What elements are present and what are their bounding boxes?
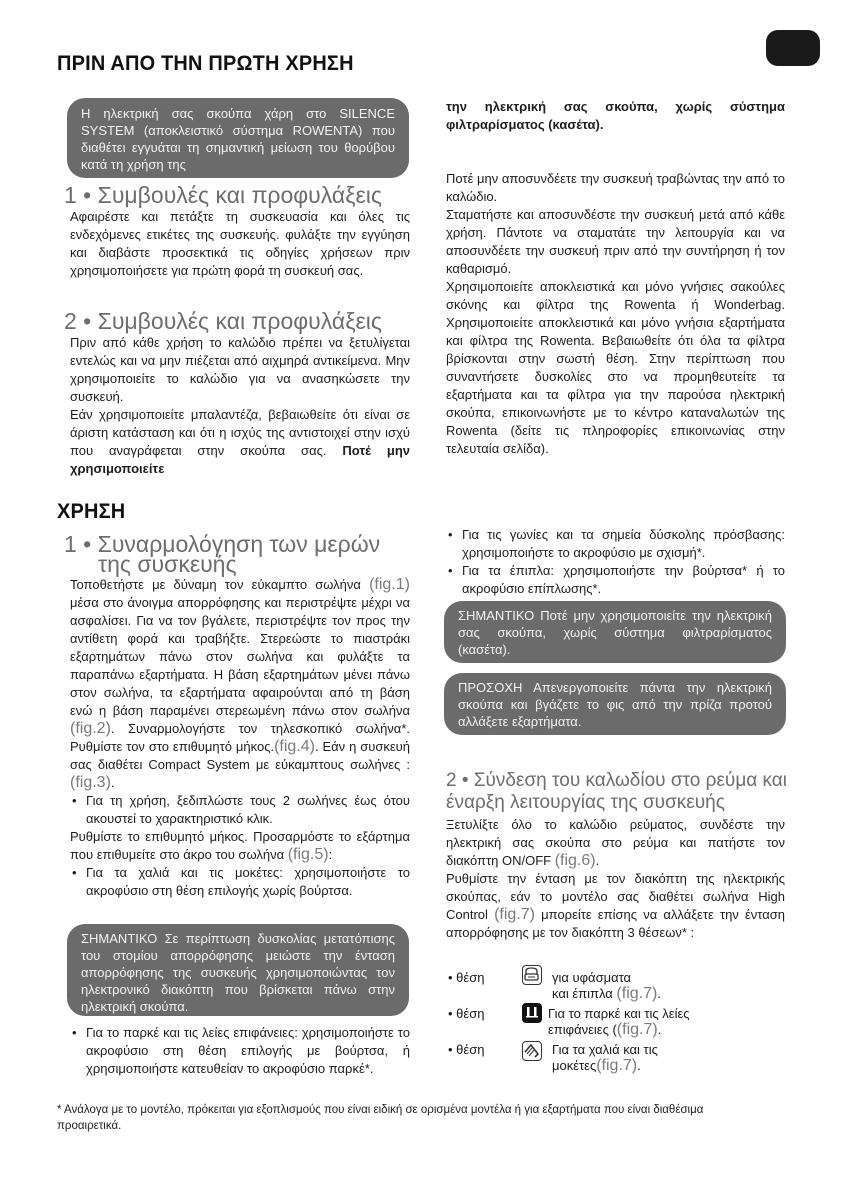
- use-bullets-right: [446, 526, 785, 598]
- fig-4-ref: (fig.4): [274, 738, 315, 755]
- important-suction-callout: ΣΗΜΑΝΤΙΚΟ Σε περίπτωση δυσκολίας μετατόπισης του στομίου απορρόφησης μειώστε την ένταση απορρόφησης της συσκευής χρησιμοποιώντας τον ηλεκτρονικό διακόπτη που βρίσκεται πάνω στην ηλεκτρική σκούπα.: [67, 924, 409, 1016]
- mode-2-line2: [548, 1021, 661, 1038]
- bullet-dot: •: [448, 563, 453, 578]
- assembly-text-2: μέσα στο άνοιγμα απορρόφησης και περιστρέψτε μέχρι να ασφαλίσει. Για να τον βγάλετε, περιστρέψτε τον προς την αντίθετη φορά και τραβήξτε. Στερεώστε το πιαστράκι εξαρτημάτων πάνω στον σωλήνα και φυλάξτε τα παραπάνω εξαρτήματα. Η βάση εξαρτημάτων μένει πάνω στον σωλήνα, τα εξαρτήματα αφαιρούνται από τη βάση ενώ η βάση παραμένει στερεωμένη πάνω στον σωλήνα: [70, 595, 410, 718]
- unfold-tubes-bullet: [70, 792, 410, 828]
- warning-bold-continued: την ηλεκτρική σας σκούπα, χωρίς σύστημα φιλτραρίσματος (κασέτα).: [446, 99, 785, 132]
- suction-adjust-paragraph: [446, 870, 785, 942]
- mode-text: επιφάνειες (: [548, 1022, 617, 1037]
- mode-end: .: [657, 1022, 662, 1037]
- bullet-text: Για τα έπιπλα: χρησιμοποιήστε την βούρτσα* ή το ακροφύσιο επίπλωσης*.: [462, 563, 785, 596]
- suction-text-2: μπορείτε επίσης να αλλάξετε την ένταση απορρόφησης με τον διακόπτη 3 θέσεων* :: [446, 907, 785, 940]
- section-2-title: 2 • Συμβουλές και προφυλάξεις: [64, 308, 382, 334]
- power-text-1: Ξετυλίξτε όλο το καλώδιο ρεύματος, συνδέστε την ηλεκτρική σας σκούπα στο ρεύμα και πατήστε τον διακόπτη ON/OFF: [446, 817, 785, 868]
- adjust-text: Ρυθμίστε το επιθυμητό μήκος. Προσαρμόστε το εξάρτημα που επιθυμείτε στο άκρο του σωλήνα: [70, 829, 410, 862]
- bullet-text: Για τη χρήση, ξεδιπλώστε τους 2 σωλήνες έως ότου ακουστεί το χαρακτηριστικό κλικ.: [86, 793, 410, 826]
- fig-ref: (fig.7): [616, 1021, 658, 1038]
- genuine-parts-paragraph: Χρησιμοποιείτε αποκλειστικά και μόνο γνήσιες σακούλες σκόνης και φίλτρα της Rowenta ή Wonderbag. Χρησιμοποιείτε αποκλειστικά και μόνο γνήσια εξαρτήματα και φίλτρα της Rowenta. Βεβαιωθείτε ότι όλα τα φίλτρα βρίσκονται στην σωστή θέση. Στην περίπτωση που συναντήσετε δυσκολίες στο να προμηθευτείτε τα εξαρτήματα και τα φίλτρα για την παρούσα ηλεκτρική σκούπα, επικοινωνήστε με το κέντρο καταναλωτών της Rowenta (δείτε τις πληροφορίες επικοινωνίας στην τελευταία σελίδα).: [446, 279, 785, 456]
- bullet-dot: •: [72, 793, 77, 808]
- cord-paragraph: Πριν από κάθε χρήση το καλώδιο πρέπει να ξετυλίγεται εντελώς και να μην πιέζεται από αιχμηρά αντικείμενα. Μην χρησιμοποιείτε το καλώδιο για να ανασηκώσετε την συσκευή.: [70, 335, 410, 404]
- mode-text: μοκέτες: [552, 1058, 597, 1073]
- assembly-text-4: . Εάν η συσκευή σας διαθέτει Compact System με εύκαμπτους σωλήνες :: [70, 739, 411, 772]
- assembly-text-1: Τοποθετήστε με δύναμη τον εύκαμπτο σωλήνα: [70, 577, 361, 592]
- suction-text-1: Ρυθμίστε την ένταση με τον διακόπτη της ηλεκτρικής σκούπας, εάν το μοντέλο σας διαθέτει σωλήνα High Control: [446, 871, 785, 922]
- fig-7-ref: (fig.7): [494, 906, 535, 923]
- fig-2-ref: (fig.2): [70, 720, 111, 737]
- power-on-paragraph: [446, 816, 785, 870]
- section-tab-marker: [766, 30, 820, 66]
- bullet-dot: •: [72, 865, 77, 880]
- parquet-brush-icon: [522, 1003, 542, 1023]
- mode-end: .: [637, 1058, 641, 1073]
- mode-label: • θέση: [448, 1042, 485, 1057]
- assembly-text-5: .: [110, 775, 115, 790]
- fig-5-ref: (fig.5): [287, 846, 329, 863]
- assembly-title-line1: 1 • Συναρμολόγηση των μερών: [64, 531, 381, 557]
- mode-3-line1: Για τα χαλιά και τις: [552, 1042, 658, 1057]
- bullet-text: Για το παρκέ και τις λείες επιφάνειες: χρησιμοποιήστε το ακροφύσιο στη θέση επιλογής με βούρτσα, ή χρησιμοποιήστε κατευθείαν το ακροφύσιο παρκέ*.: [86, 1025, 410, 1076]
- heading-before-first-use: ΠΡΙΝ ΑΠΟ ΤΗΝ ΠΡΩΤΗ ΧΡΗΣΗ: [57, 52, 354, 75]
- mode-2-line1: Για το παρκέ και τις λείες: [548, 1006, 690, 1021]
- parquet-bullet-block: [70, 1024, 410, 1078]
- mode-label: • θέση: [448, 970, 485, 985]
- parquet-bullet: [70, 1024, 410, 1078]
- stop-paragraph: Σταματήστε και αποσυνδέστε την συσκευή μετά από κάθε χρήση. Πάντοτε να σταματάτε την λειτουργία και να αποσυνδέετε την συσκευή πριν από την συντήρηση ή τον καθαρισμό.: [446, 207, 785, 276]
- bullet-text: Για τα χαλιά και τις μοκέτες: χρησιμοποιήστε το ακροφύσιο στη θέση επιλογής χωρίς βούρτσα.: [86, 865, 410, 898]
- mode-end: .: [657, 986, 661, 1001]
- adjust-length-paragraph: [70, 828, 410, 864]
- section-1-text: Αφαιρέστε και πετάξτε τη συσκευασία και όλες τις ενδεχόμενες ετικέτες της συσκευής. φυλάξτε την εγγύηση και διαβάστε προσεκτικά τις οδηγίες χρήσεων πριν χρησιμοποιήσετε για πρώτη φορά τη συσκευή σας.: [70, 209, 410, 278]
- assembly-body: [70, 576, 410, 900]
- assembly-paragraph: [70, 576, 410, 792]
- fig-1-ref: (fig.1): [369, 576, 410, 593]
- carpets-bullet: [70, 864, 410, 900]
- adjust-text-end: :: [328, 847, 333, 862]
- fig-3-ref: (fig.3): [70, 774, 111, 791]
- important-filter-callout: ΣΗΜΑΝΤΙΚΟ Ποτέ μην χρησιμοποιείτε την ηλεκτρική σας σκούπα, χωρίς σύστημα φιλτραρίσματος (κασέτα).: [444, 601, 786, 663]
- precautions-body: [446, 170, 785, 458]
- warning-bold-start: Ποτέ μην χρησιμοποιείτε: [70, 443, 410, 476]
- fig-ref: (fig.7): [596, 1057, 638, 1074]
- power-body: [446, 816, 785, 942]
- bullet-dot: •: [448, 527, 453, 542]
- bullet-text: Για τις γωνίες και τα σημεία δύσκολης πρόσβασης: χρησιμοποιήστε το ακροφύσιο με σχισμή*.: [462, 527, 785, 560]
- mode-1-line1: για υφάσματα: [552, 970, 632, 985]
- heading-use: ΧΡΗΣΗ: [57, 500, 126, 523]
- power-title-line2: έναρξη λειτουργίας της συσκευής: [446, 792, 725, 813]
- section-2-body: [70, 334, 410, 478]
- power-title-line1: 2 • Σύνδεση του καλωδίου στο ρεύμα και: [446, 770, 787, 791]
- unplug-paragraph: Ποτέ μην αποσυνδέετε την συσκευή τραβώντας την από το καλώδιο.: [446, 171, 785, 204]
- caution-callout: ΠΡΟΣΟΧΗ Απενεργοποιείτε πάντα την ηλεκτρική σκούπα και βγάζετε το φις από την πρίζα προτού αλλάξετε εξαρτήματα.: [444, 673, 786, 735]
- section-1-title: 1 • Συμβουλές και προφυλάξεις: [64, 182, 382, 208]
- assembly-text-3: . Συναρμολογήστε τον τηλεσκοπικό σωλήνα*. Ρυθμίστε τον στο επιθυμητό μήκος.: [70, 721, 410, 754]
- assembly-title-line2: της συσκευής: [98, 551, 237, 577]
- mode-3-line2: [552, 1057, 641, 1074]
- furniture-bullet: [446, 562, 785, 598]
- footnote: * Ανάλογα με το μοντέλο, πρόκειται για εξοπλισμούς που είναι ειδική σε ορισμένα μοντέλα ή για εξαρτήματα που είναι διαθέσιμα προαιρετικά.: [57, 1104, 704, 1132]
- mode-text: και έπιπλα: [552, 986, 617, 1001]
- extension-text: Εάν χρησιμοποιείτε μπαλαντέζα, βεβαιωθείτε ότι είναι σε άριστη κατάσταση και ότι η ισχύς της αντιστοιχεί στην ισχύ που αναγράφεται στην σκούπα σας.: [70, 407, 410, 458]
- fig-ref: (fig.7): [616, 985, 658, 1002]
- armchair-icon: [522, 965, 542, 985]
- switch-positions-list: [446, 965, 786, 1085]
- power-text-2: .: [595, 853, 600, 868]
- mode-label: • θέση: [448, 1006, 485, 1021]
- corners-bullet: [446, 526, 785, 562]
- fig-6-ref: (fig.6): [554, 852, 596, 869]
- mode-1-line2: [552, 985, 661, 1002]
- bullet-dot: •: [72, 1025, 77, 1040]
- silence-system-callout: Η ηλεκτρική σας σκούπα χάρη στο SILENCE SYSTEM (αποκλειστικό σύστημα ROWENTA) που διαθέτει εγγυάται τη σημαντική μείωση του θορύβου κατά τη χρήση της: [67, 98, 409, 178]
- extension-paragraph: [70, 406, 410, 478]
- carpet-nozzle-icon: [522, 1041, 542, 1061]
